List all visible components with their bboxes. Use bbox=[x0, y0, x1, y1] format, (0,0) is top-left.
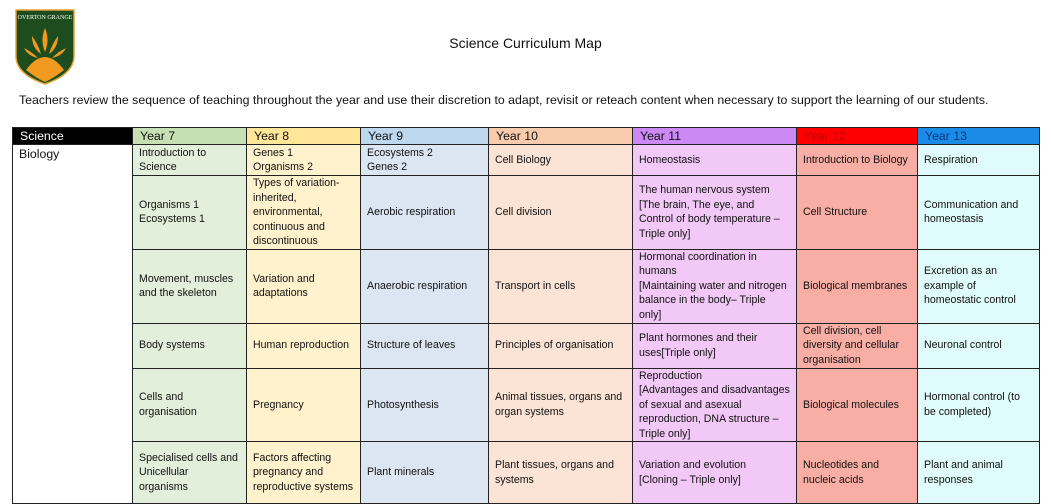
header-year-8: Year 8 bbox=[247, 128, 361, 145]
topic-cell-year-10: Cell Biology bbox=[489, 145, 633, 176]
topic-cell-year-8: Human reproduction bbox=[247, 323, 361, 368]
topic-cell-year-7: Specialised cells and Unicellular organisms bbox=[133, 442, 247, 504]
topic-cell-year-8: Pregnancy bbox=[247, 368, 361, 442]
topic-cell-year-8: Types of variation-inherited, environmental, continuous and discontinuous bbox=[247, 176, 361, 250]
topic-cell-year-13: Plant and animal responses bbox=[918, 442, 1040, 504]
curriculum-table bbox=[12, 127, 1040, 504]
header-year-13: Year 13 bbox=[918, 128, 1040, 145]
header-year-7: Year 7 bbox=[133, 128, 247, 145]
topic-cell-year-13: Excretion as an example of homeostatic control bbox=[918, 249, 1040, 323]
table-row bbox=[13, 323, 1040, 368]
topic-cell-year-11: Plant hormones and their uses[Triple only] bbox=[633, 323, 797, 368]
topic-cell-year-12: Biological membranes bbox=[797, 249, 918, 323]
header-year-11: Year 11 bbox=[633, 128, 797, 145]
topic-cell-year-7: Body systems bbox=[133, 323, 247, 368]
topic-cell-year-12: Biological molecules bbox=[797, 368, 918, 442]
topic-cell-year-7: Introduction to Science bbox=[133, 145, 247, 176]
header-year-9: Year 9 bbox=[361, 128, 489, 145]
topic-cell-year-12: Cell Structure bbox=[797, 176, 918, 250]
topic-cell-year-7: Cells and organisation bbox=[133, 368, 247, 442]
topic-cell-year-9: Plant minerals bbox=[361, 442, 489, 504]
page-title: Science Curriculum Map bbox=[449, 35, 602, 51]
intro-text: Teachers review the sequence of teaching throughout the year and use their discretion to adapt, revisit or reteach content when necessary to support the learning of our students. bbox=[19, 93, 989, 107]
topic-cell-year-9: Ecosystems 2 Genes 2 bbox=[361, 145, 489, 176]
topic-cell-year-8: Genes 1 Organisms 2 bbox=[247, 145, 361, 176]
topic-cell-year-9: Structure of leaves bbox=[361, 323, 489, 368]
table-row bbox=[13, 176, 1040, 250]
header-year-10: Year 10 bbox=[489, 128, 633, 145]
subject-label: Biology bbox=[13, 145, 133, 504]
topic-cell-year-13: Communication and homeostasis bbox=[918, 176, 1040, 250]
topic-cell-year-12: Introduction to Biology bbox=[797, 145, 918, 176]
table-row bbox=[13, 145, 1040, 176]
topic-cell-year-13: Neuronal control bbox=[918, 323, 1040, 368]
topic-cell-year-7: Organisms 1 Ecosystems 1 bbox=[133, 176, 247, 250]
topic-cell-year-10: Principles of organisation bbox=[489, 323, 633, 368]
topic-cell-year-10: Cell division bbox=[489, 176, 633, 250]
table-row bbox=[13, 442, 1040, 504]
topic-cell-year-10: Transport in cells bbox=[489, 249, 633, 323]
topic-cell-year-7: Movement, muscles and the skeleton bbox=[133, 249, 247, 323]
topic-cell-year-9: Anaerobic respiration bbox=[361, 249, 489, 323]
topic-cell-year-13: Hormonal control (to be completed) bbox=[918, 368, 1040, 442]
svg-text:OVERTON GRANGE: OVERTON GRANGE bbox=[17, 15, 73, 21]
topic-cell-year-8: Variation and adaptations bbox=[247, 249, 361, 323]
topic-cell-year-12: Cell division, cell diversity and cellular organisation bbox=[797, 323, 918, 368]
topic-cell-year-11: Variation and evolution [Cloning – Triple only] bbox=[633, 442, 797, 504]
topic-cell-year-8: Factors affecting pregnancy and reproductive systems bbox=[247, 442, 361, 504]
topic-cell-year-11: Homeostasis bbox=[633, 145, 797, 176]
header-row bbox=[13, 128, 1040, 145]
table-row bbox=[13, 249, 1040, 323]
topic-cell-year-10: Plant tissues, organs and systems bbox=[489, 442, 633, 504]
topic-cell-year-13: Respiration bbox=[918, 145, 1040, 176]
topic-cell-year-11: Hormonal coordination in humans [Maintaining water and nitrogen balance in the body– Triple only] bbox=[633, 249, 797, 323]
header-science: Science bbox=[13, 128, 133, 145]
table-row bbox=[13, 368, 1040, 442]
topic-cell-year-9: Photosynthesis bbox=[361, 368, 489, 442]
topic-cell-year-11: The human nervous system [The brain, The eye, and Control of body temperature – Triple only] bbox=[633, 176, 797, 250]
topic-cell-year-9: Aerobic respiration bbox=[361, 176, 489, 250]
topic-cell-year-12: Nucleotides and nucleic acids bbox=[797, 442, 918, 504]
header-year-12: Year 12 bbox=[797, 128, 918, 145]
topic-cell-year-11: Reproduction [Advantages and disadvantages of sexual and asexual reproduction, DNA structure – Triple only] bbox=[633, 368, 797, 442]
topic-cell-year-10: Animal tissues, organs and organ systems bbox=[489, 368, 633, 442]
